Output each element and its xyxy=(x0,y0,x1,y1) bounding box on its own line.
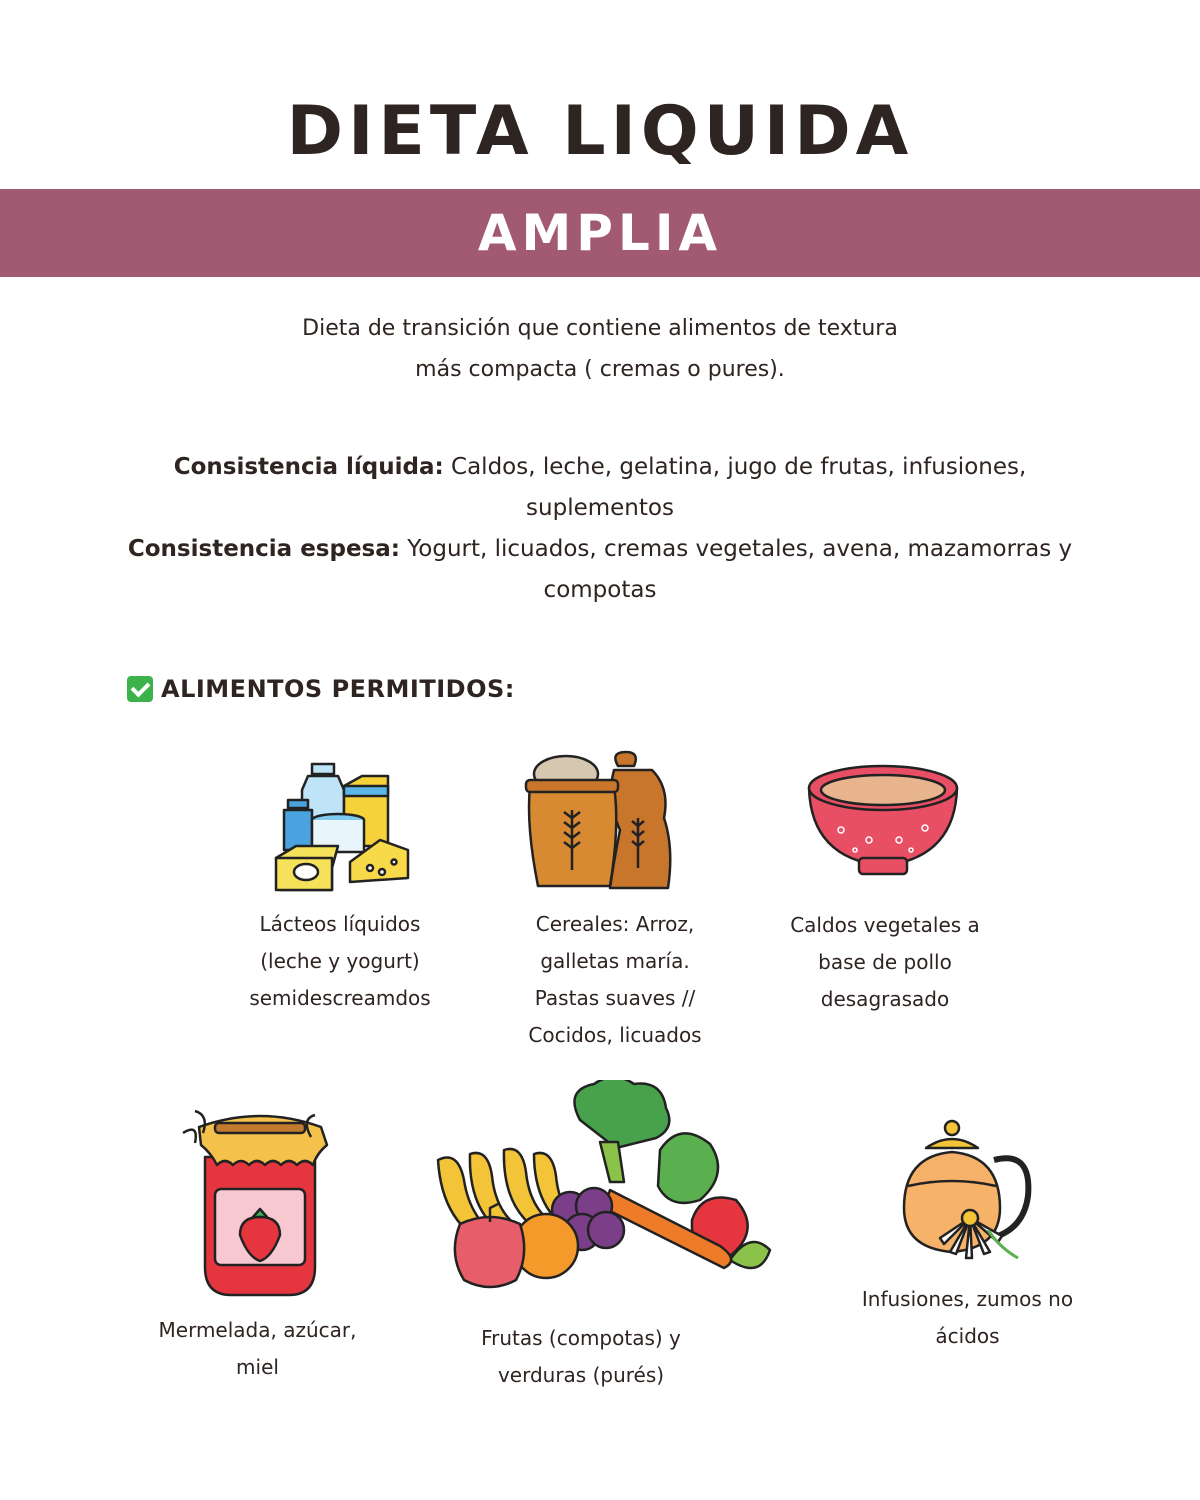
grain-sacks-icon xyxy=(522,748,672,890)
liquid-consistency-label: Consistencia líquida: xyxy=(173,454,444,480)
food-caption-infusions xyxy=(835,1281,1100,1355)
caption-line: galletas maría. xyxy=(540,949,690,973)
allowed-foods-header xyxy=(127,672,515,706)
page-title: DIETA LIQUIDA xyxy=(286,92,914,171)
caption-line: semidescreamdos xyxy=(249,986,431,1010)
liquid-consistency-text: Caldos, leche, gelatina, jugo de frutas, infusiones, xyxy=(443,454,1027,480)
intro-line-1: Dieta de transición que contiene alimentos de textura xyxy=(302,316,898,341)
intro-paragraph xyxy=(100,308,1100,390)
fruits-vegetables-icon xyxy=(430,1080,775,1292)
liquid-consistency-line-2: suplementos xyxy=(526,495,674,521)
teapot-icon xyxy=(898,1118,1036,1264)
check-mark-icon xyxy=(127,676,153,702)
jam-jar-icon xyxy=(175,1105,345,1300)
page-subtitle: AMPLIA xyxy=(477,204,723,262)
food-caption-cereals xyxy=(495,906,735,1054)
caption-line: miel xyxy=(236,1355,279,1379)
food-caption-fruits xyxy=(455,1320,707,1394)
caption-line: ácidos xyxy=(935,1324,1000,1348)
caption-line: desagrasado xyxy=(820,987,950,1011)
thick-consistency-line xyxy=(100,529,1100,570)
thick-consistency-text: Yogurt, licuados, cremas vegetales, avena, mazamorras y xyxy=(399,536,1073,562)
thick-consistency-label: Consistencia espesa: xyxy=(127,536,400,562)
caption-line: Cereales: Arroz, xyxy=(535,912,695,936)
food-caption-jam xyxy=(135,1312,380,1386)
food-caption-dairy xyxy=(220,906,460,1017)
consistency-paragraph xyxy=(100,447,1100,611)
caption-line: verduras (purés) xyxy=(497,1363,665,1387)
liquid-consistency-line xyxy=(100,447,1100,488)
caption-line: Infusiones, zumos no xyxy=(861,1287,1074,1311)
soup-bowl-icon xyxy=(805,762,961,880)
caption-line: Pastas suaves // xyxy=(534,986,696,1010)
caption-line: Frutas (compotas) y xyxy=(481,1326,681,1350)
caption-line: Caldos vegetales a xyxy=(790,913,980,937)
food-caption-broths xyxy=(765,907,1005,1018)
caption-line: (leche y yogurt) xyxy=(260,949,420,973)
section-title: ALIMENTOS PERMITIDOS: xyxy=(161,675,515,703)
caption-line: Lácteos líquidos xyxy=(259,912,421,936)
caption-line: Mermelada, azúcar, xyxy=(158,1318,357,1342)
caption-line: base de pollo xyxy=(818,950,952,974)
subtitle-band xyxy=(0,189,1200,277)
intro-line-2: más compacta ( cremas o pures). xyxy=(415,357,785,382)
thick-consistency-line-2: compotas xyxy=(543,577,657,603)
caption-line: Cocidos, licuados xyxy=(528,1023,702,1047)
dairy-icon xyxy=(270,758,412,896)
